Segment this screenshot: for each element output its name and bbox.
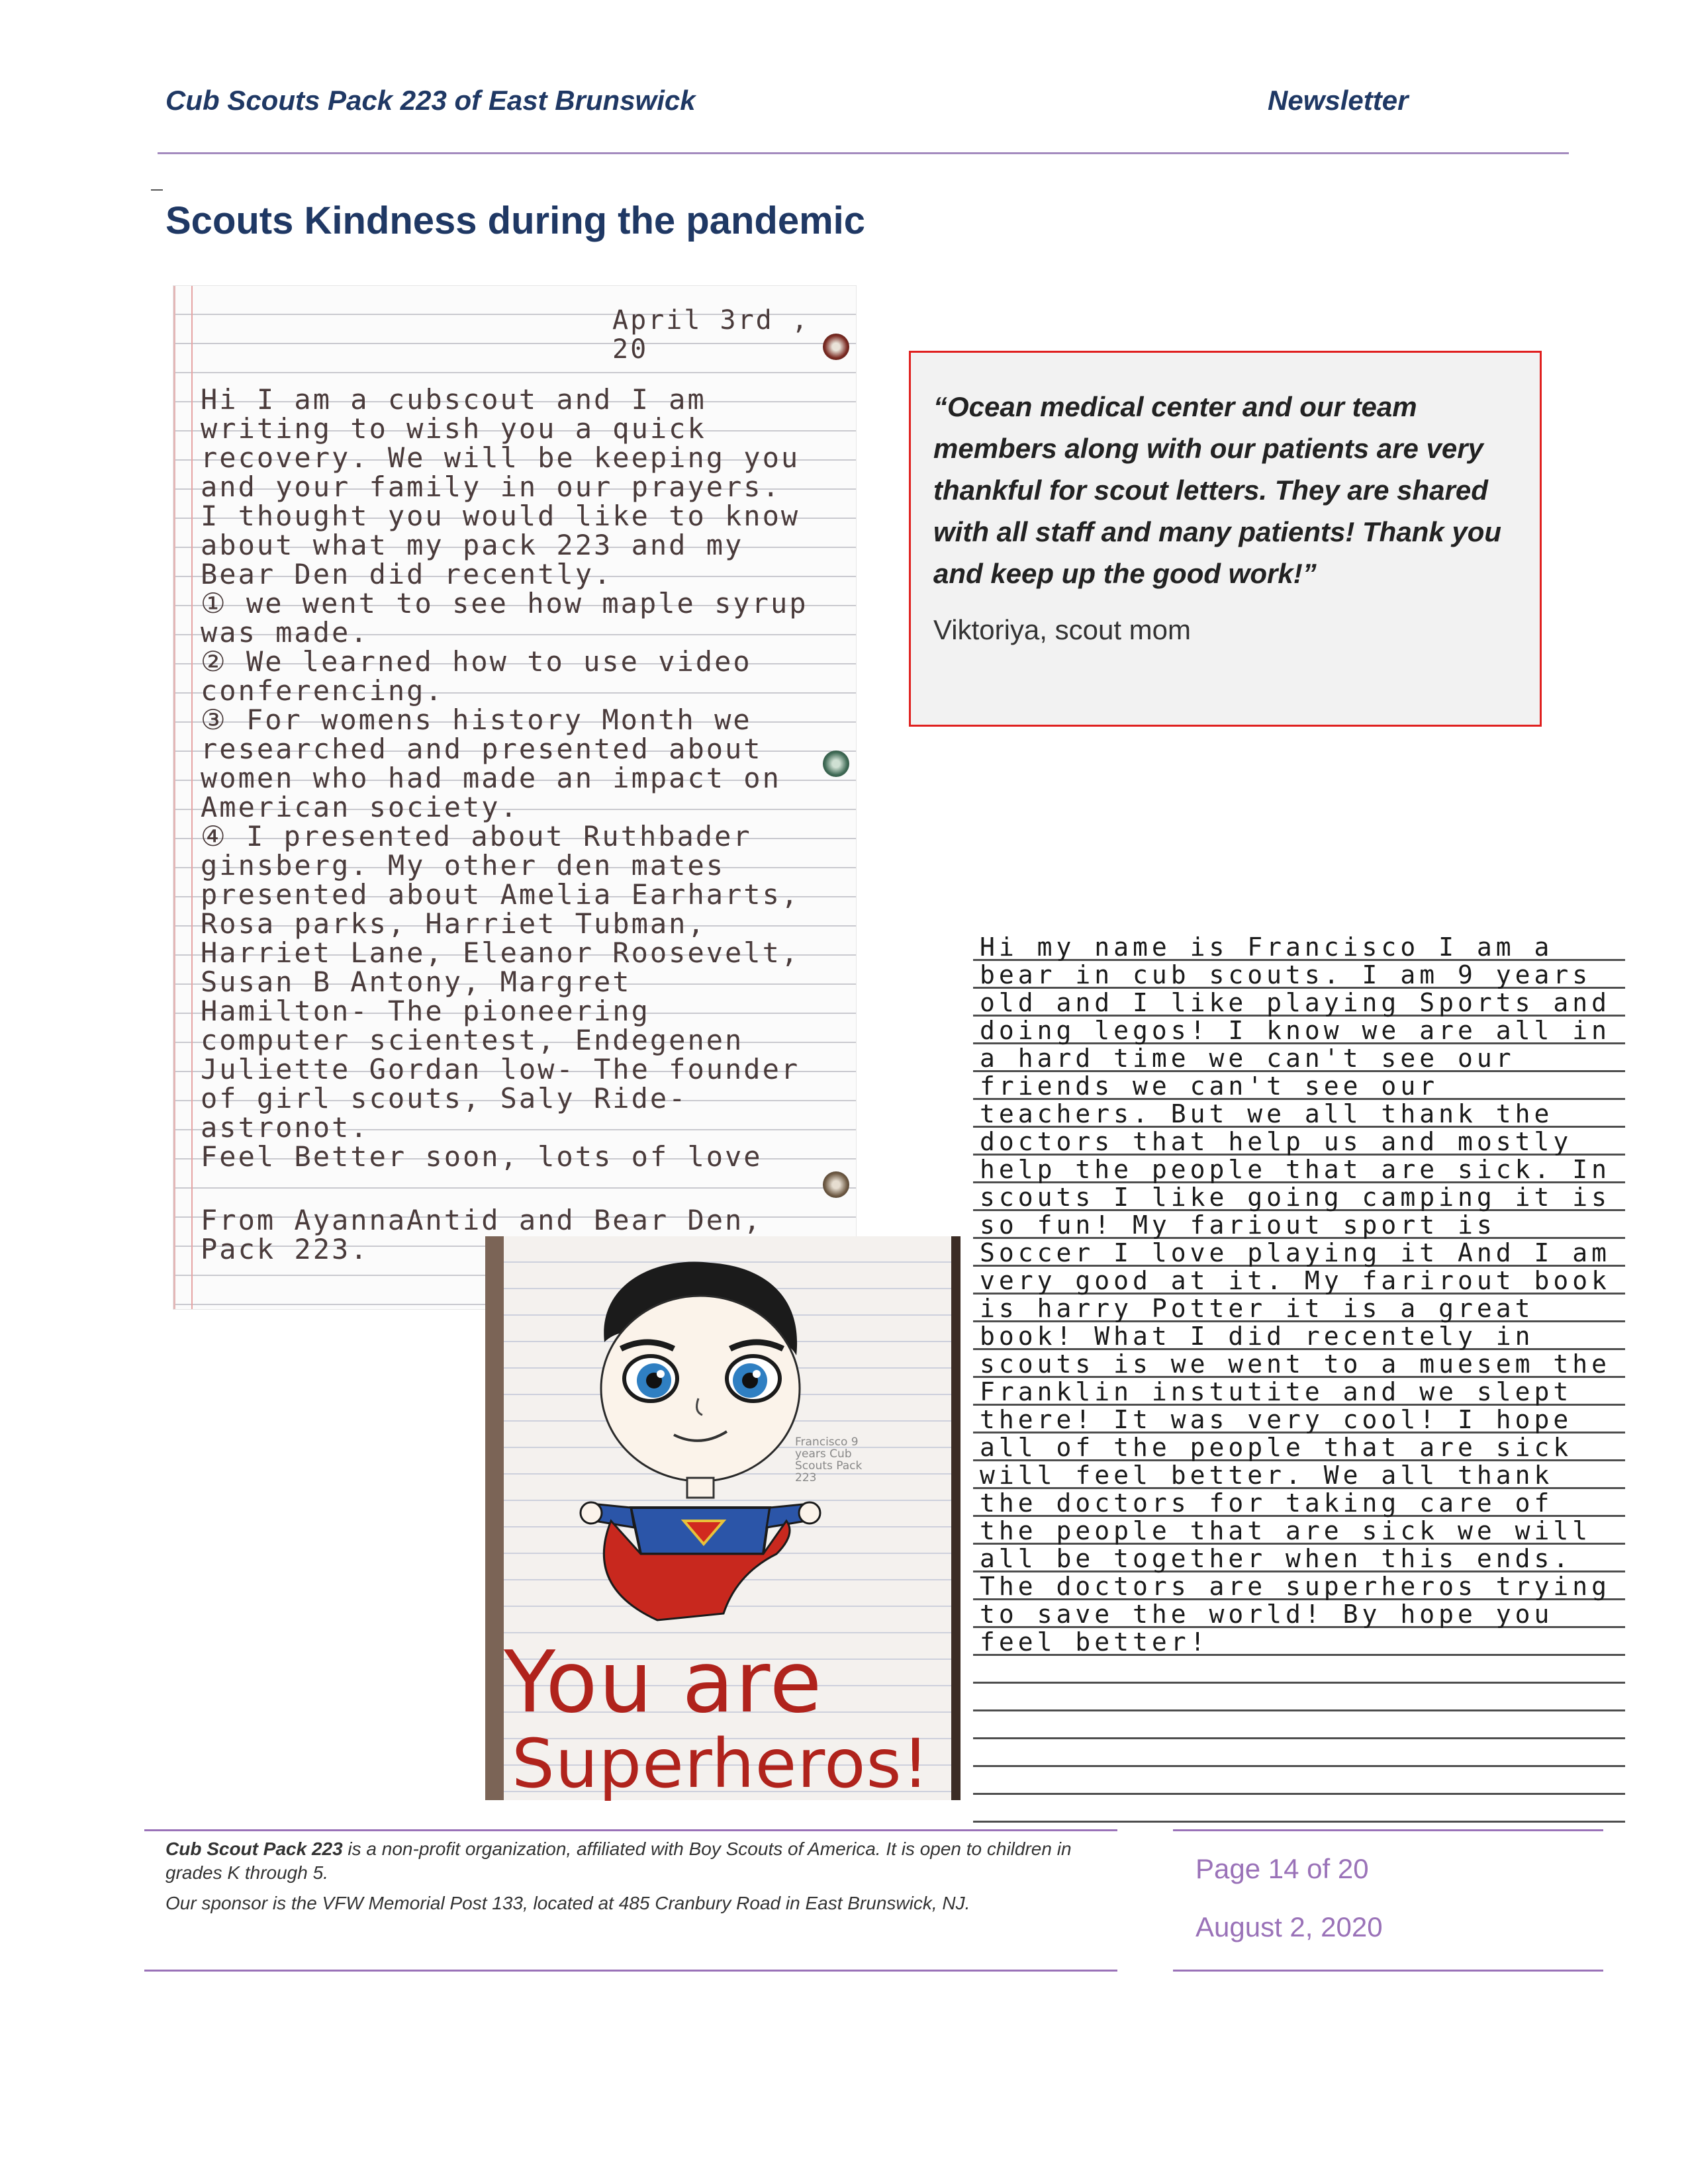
- page-title: Scouts Kindness during the pandemic: [165, 199, 866, 242]
- footer-org-rest: is a non-profit organization, affiliated with Boy Scouts of America. It is open to children in grades K through 5.: [165, 1839, 1072, 1883]
- binder-hole: [823, 751, 849, 777]
- binder-hole: [823, 1171, 849, 1198]
- footer-org-description: [165, 1837, 1105, 1885]
- newsletter-label: Newsletter: [1268, 85, 1409, 116]
- letter-2-body: Hi my name is Francisco I am a bear in cub scouts. I am 9 years old and I like playing Sports and doing legos! I know we are all in a hard time we can't see our friends we can't see our teachers. But we all thank the doctors that help us and mostly help the people that are sick. In scouts I like going camping it is so fun! My fariout sport is Soccer I love playing it And I am very good at it. My farirout book is harry Potter it is a great book! What I did recentely in scouts is we went to a muesem the Franklin instutite and we slept there! It was very cool! I hope all of the people that are sick will feel better. We all thank the doctors for taking care of the people that are sick we will all be together when this ends. The doctors are superheros trying to save the world! By hope you feel better!: [980, 933, 1630, 1657]
- footer-org-name: Cub Scout Pack 223: [165, 1839, 343, 1859]
- superhero-drawing: [485, 1236, 961, 1803]
- paper-margin-line: [191, 286, 193, 1309]
- footer-sponsor: Our sponsor is the VFW Memorial Post 133, located at 485 Cranbury Road in East Brunswick, NJ.: [165, 1893, 970, 1913]
- issue-date: August 2, 2020: [1196, 1911, 1383, 1942]
- page-number: Page 14 of 20: [1196, 1853, 1369, 1884]
- footer-top-rule-right: [1173, 1829, 1603, 1831]
- drawing-frame-edge: [485, 1236, 504, 1800]
- testimonial-quote-box: [909, 351, 1542, 727]
- letter-1-date: April 3rd , 20: [612, 305, 827, 365]
- drawing-pencil-caption: Francisco 9 years Cub Scouts Pack 223: [795, 1435, 863, 1484]
- drawing-text-superheros: Superheros!: [512, 1725, 930, 1803]
- handwritten-letter-2: [973, 933, 1630, 1831]
- drawing-frame-edge: [951, 1236, 961, 1800]
- footer-top-rule-left: [144, 1829, 1117, 1831]
- letter-1-body: Hi I am a cubscout and I am writing to wish you a quick recovery. We will be keeping you and your family in our prayers. I thought you would like to know about what my pack 223 and my Bear Den did recently. ① we went to see how maple syrup was made. ② We learned how to use video conferencing. ③ For womens history Month we researched and presented about women who had made an impact on American society. ④ I presented about Ruthbader ginsberg. My other den mates presented about Amelia Earharts, Rosa parks, Harriet Tubman, Harriet Lane, Eleanor Roosevelt, Susan B Antony, Margret Hamilton- The pioneering computer scientest, Endegenen Juliette Gordan low- The founder of girl scouts, Saly Ride- astronot. Feel Better soon, lots of love: [201, 383, 808, 1173]
- drawing-text-you-are: You are: [504, 1633, 823, 1732]
- header-divider: [158, 152, 1569, 154]
- quote-author: Viktoriya, scout mom: [933, 614, 1192, 645]
- newsletter-org-name: Cub Scouts Pack 223 of East Brunswick: [165, 85, 696, 116]
- footer-bottom-rule-right: [1173, 1970, 1603, 1972]
- letter-1-signoff: From AyannaAntid and Bear Den, Pack 223.: [201, 1204, 781, 1265]
- quote-text: “Ocean medical center and our team members along with our patients are very thankful for scout letters. They are shared with all staff and many patients! Thank you and keep up the good work!”: [933, 391, 1502, 589]
- handwritten-letter-1: [173, 286, 856, 1309]
- footer-about: [165, 1837, 1105, 1922]
- superhero-figure-illustration: [525, 1243, 896, 1627]
- margin-mark: [151, 189, 163, 191]
- footer-bottom-rule-left: [144, 1970, 1117, 1972]
